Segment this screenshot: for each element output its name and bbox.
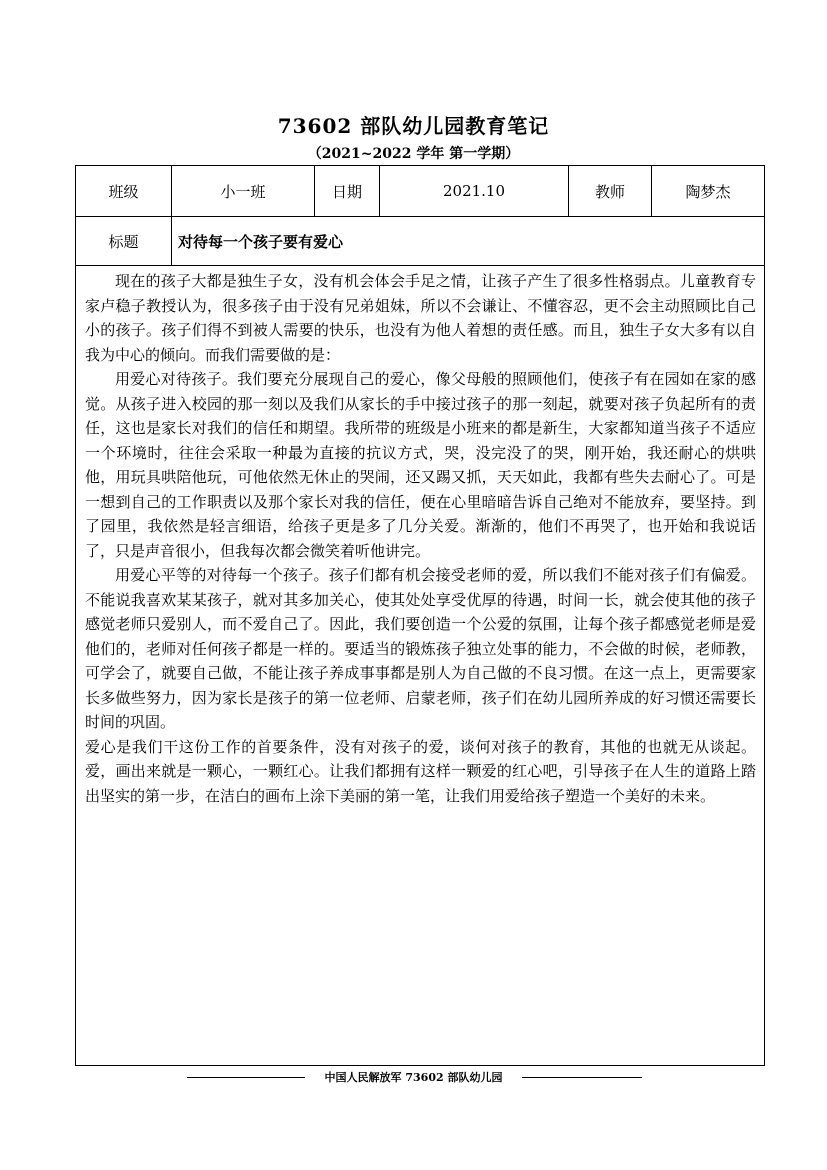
class-label: 班级 — [76, 166, 172, 217]
date-label: 日期 — [315, 166, 380, 217]
date-value: 2021.10 — [380, 166, 569, 217]
info-row — [76, 166, 765, 217]
body-row — [76, 266, 765, 1066]
teacher-label: 教师 — [569, 166, 652, 217]
subject-label: 标题 — [76, 217, 172, 266]
subject-value: 对待每一个孩子要有爱心 — [172, 217, 765, 266]
note-body — [76, 266, 765, 1066]
body-paragraph-2: 用爱心对待孩子。我们要充分展现自己的爱心，像父母般的照顾他们，使孩子有在园如在家的感觉。从孩子进入校园的那一刻以及我们从家长的手中接过孩子的那一刻起，就要对孩子负起所有的责任，这也是家长对我们的信任和期望。我所带的班级是小班来的都是新生，大家都知道当孩子不适应一个环境时，往往会采取一种最为直接的抗议方式，哭，没完没了的哭，刚开始，我还耐心的烘哄他，用玩具哄陪他玩，可他依然无休止的哭闹，还又踢又抓，天天如此，我都有些失去耐心了。可是一想到自己的工作职责以及那个家长对我的信任，便在心里暗暗告诉自己绝对不能放弃，要坚持。到了园里，我依然是轻言细语，给孩子更是多了几分关爱。渐渐的，他们不再哭了，也开始和我说话了，只是声音很小，但我每次都会微笑着听他讲完。 — [85, 370, 756, 560]
body-paragraph-4: 爱心是我们干这份工作的首要条件，没有对孩子的爱，谈何对孩子的教育，其他的也就无从谈起。爱，画出来就是一颗心，一颗红心。让我们都拥有这样一颗爱的红心吧，引导孩子在人生的道路上踏出坚实的第一步，在洁白的画布上涂下美丽的第一笔，让我们用爱给孩子塑造一个美好的未来。 — [85, 737, 756, 805]
subject-row — [76, 217, 765, 266]
class-value: 小一班 — [172, 166, 315, 217]
body-paragraph-1: 现在的孩子大都是独生子女，没有机会体会手足之情，让孩子产生了很多性格弱点。儿童教育专家卢稳子教授认为，很多孩子由于没有兄弟姐妹，所以不会谦让、不懂容忍，更不会主动照顾比自己小的孩子。孩子们得不到被人需要的快乐，也没有为他人着想的责任感。而且，独生子女大多有以自我为中心的倾向。而我们需要做的是： — [85, 272, 756, 364]
footer-label: 中国人民解放军 73602 部队幼儿园 — [321, 1071, 507, 1084]
page-subtitle: （2021~2022 学年 第一学期） — [307, 146, 520, 162]
body-paragraph-3: 用爱心平等的对待每一个孩子。孩子们都有机会接受老师的爱，所以我们不能对孩子们有偏爱。不能说我喜欢某某孩子，就对其多加关心，使其处处享受优厚的待遇，时间一长，就会使其他的孩子感觉老师只爱别人，而不爱自己了。因此，我们要创造一个公爱的氛围，让每个孩子都感觉老师是爱他们的，老师对任何孩子都是一样的。要适当的锻炼孩子独立处事的能力，不会做的时候，老师教，可学会了，就要自己做，不能让孩子养成事事都是别人为自己做的不良习惯。在这一点上，更需要家长多做些努力，因为家长是孩子的第一位老师、启蒙老师，孩子们在幼儿园所养成的好习惯还需要长时间的巩固。 — [85, 566, 756, 731]
footer-text — [0, 1069, 827, 1085]
page-title: 73602 部队幼儿园教育笔记 — [277, 114, 550, 138]
note-table — [75, 165, 765, 1066]
teacher-value: 陶梦杰 — [652, 166, 765, 217]
footer-rule-right — [522, 1077, 642, 1078]
